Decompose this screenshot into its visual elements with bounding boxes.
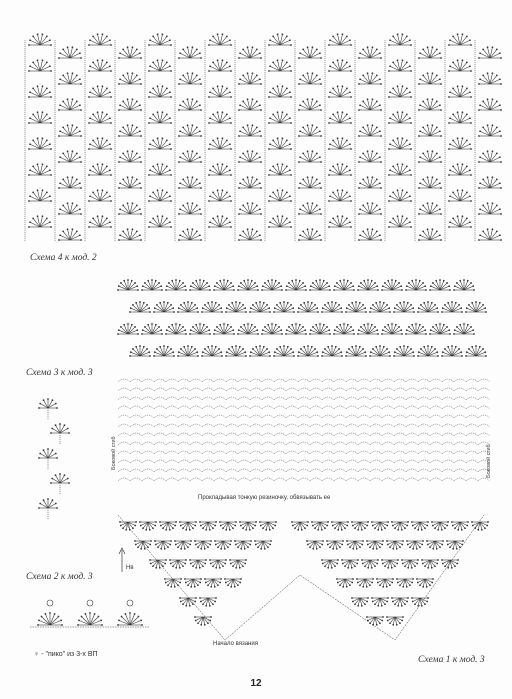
side-fold-right-label: Боковой сгиб (486, 444, 492, 478)
picot-legend (34, 651, 98, 658)
picot-legend-text: - "пико" из 3-х ВП (41, 651, 98, 658)
caption-scheme-2: Схема 2 к мод. 3 (26, 572, 93, 582)
caption-scheme-1: Схема 1 к мод. 3 (418, 655, 485, 665)
caption-scheme-3: Схема 3 к мод. 3 (26, 368, 93, 378)
up-direction-label: Нв (126, 565, 134, 571)
page-number: 12 (250, 678, 262, 689)
caption-scheme-4: Схема 4 к мод. 2 (30, 253, 97, 263)
start-label: Начало вязания (213, 641, 258, 647)
ribbon-note: Прокладывая тонкую резиночку, обвязывать ее (198, 495, 331, 501)
side-fold-left-label: Боковой сгиб (111, 436, 117, 470)
picot-icon: ♀ (34, 651, 40, 658)
